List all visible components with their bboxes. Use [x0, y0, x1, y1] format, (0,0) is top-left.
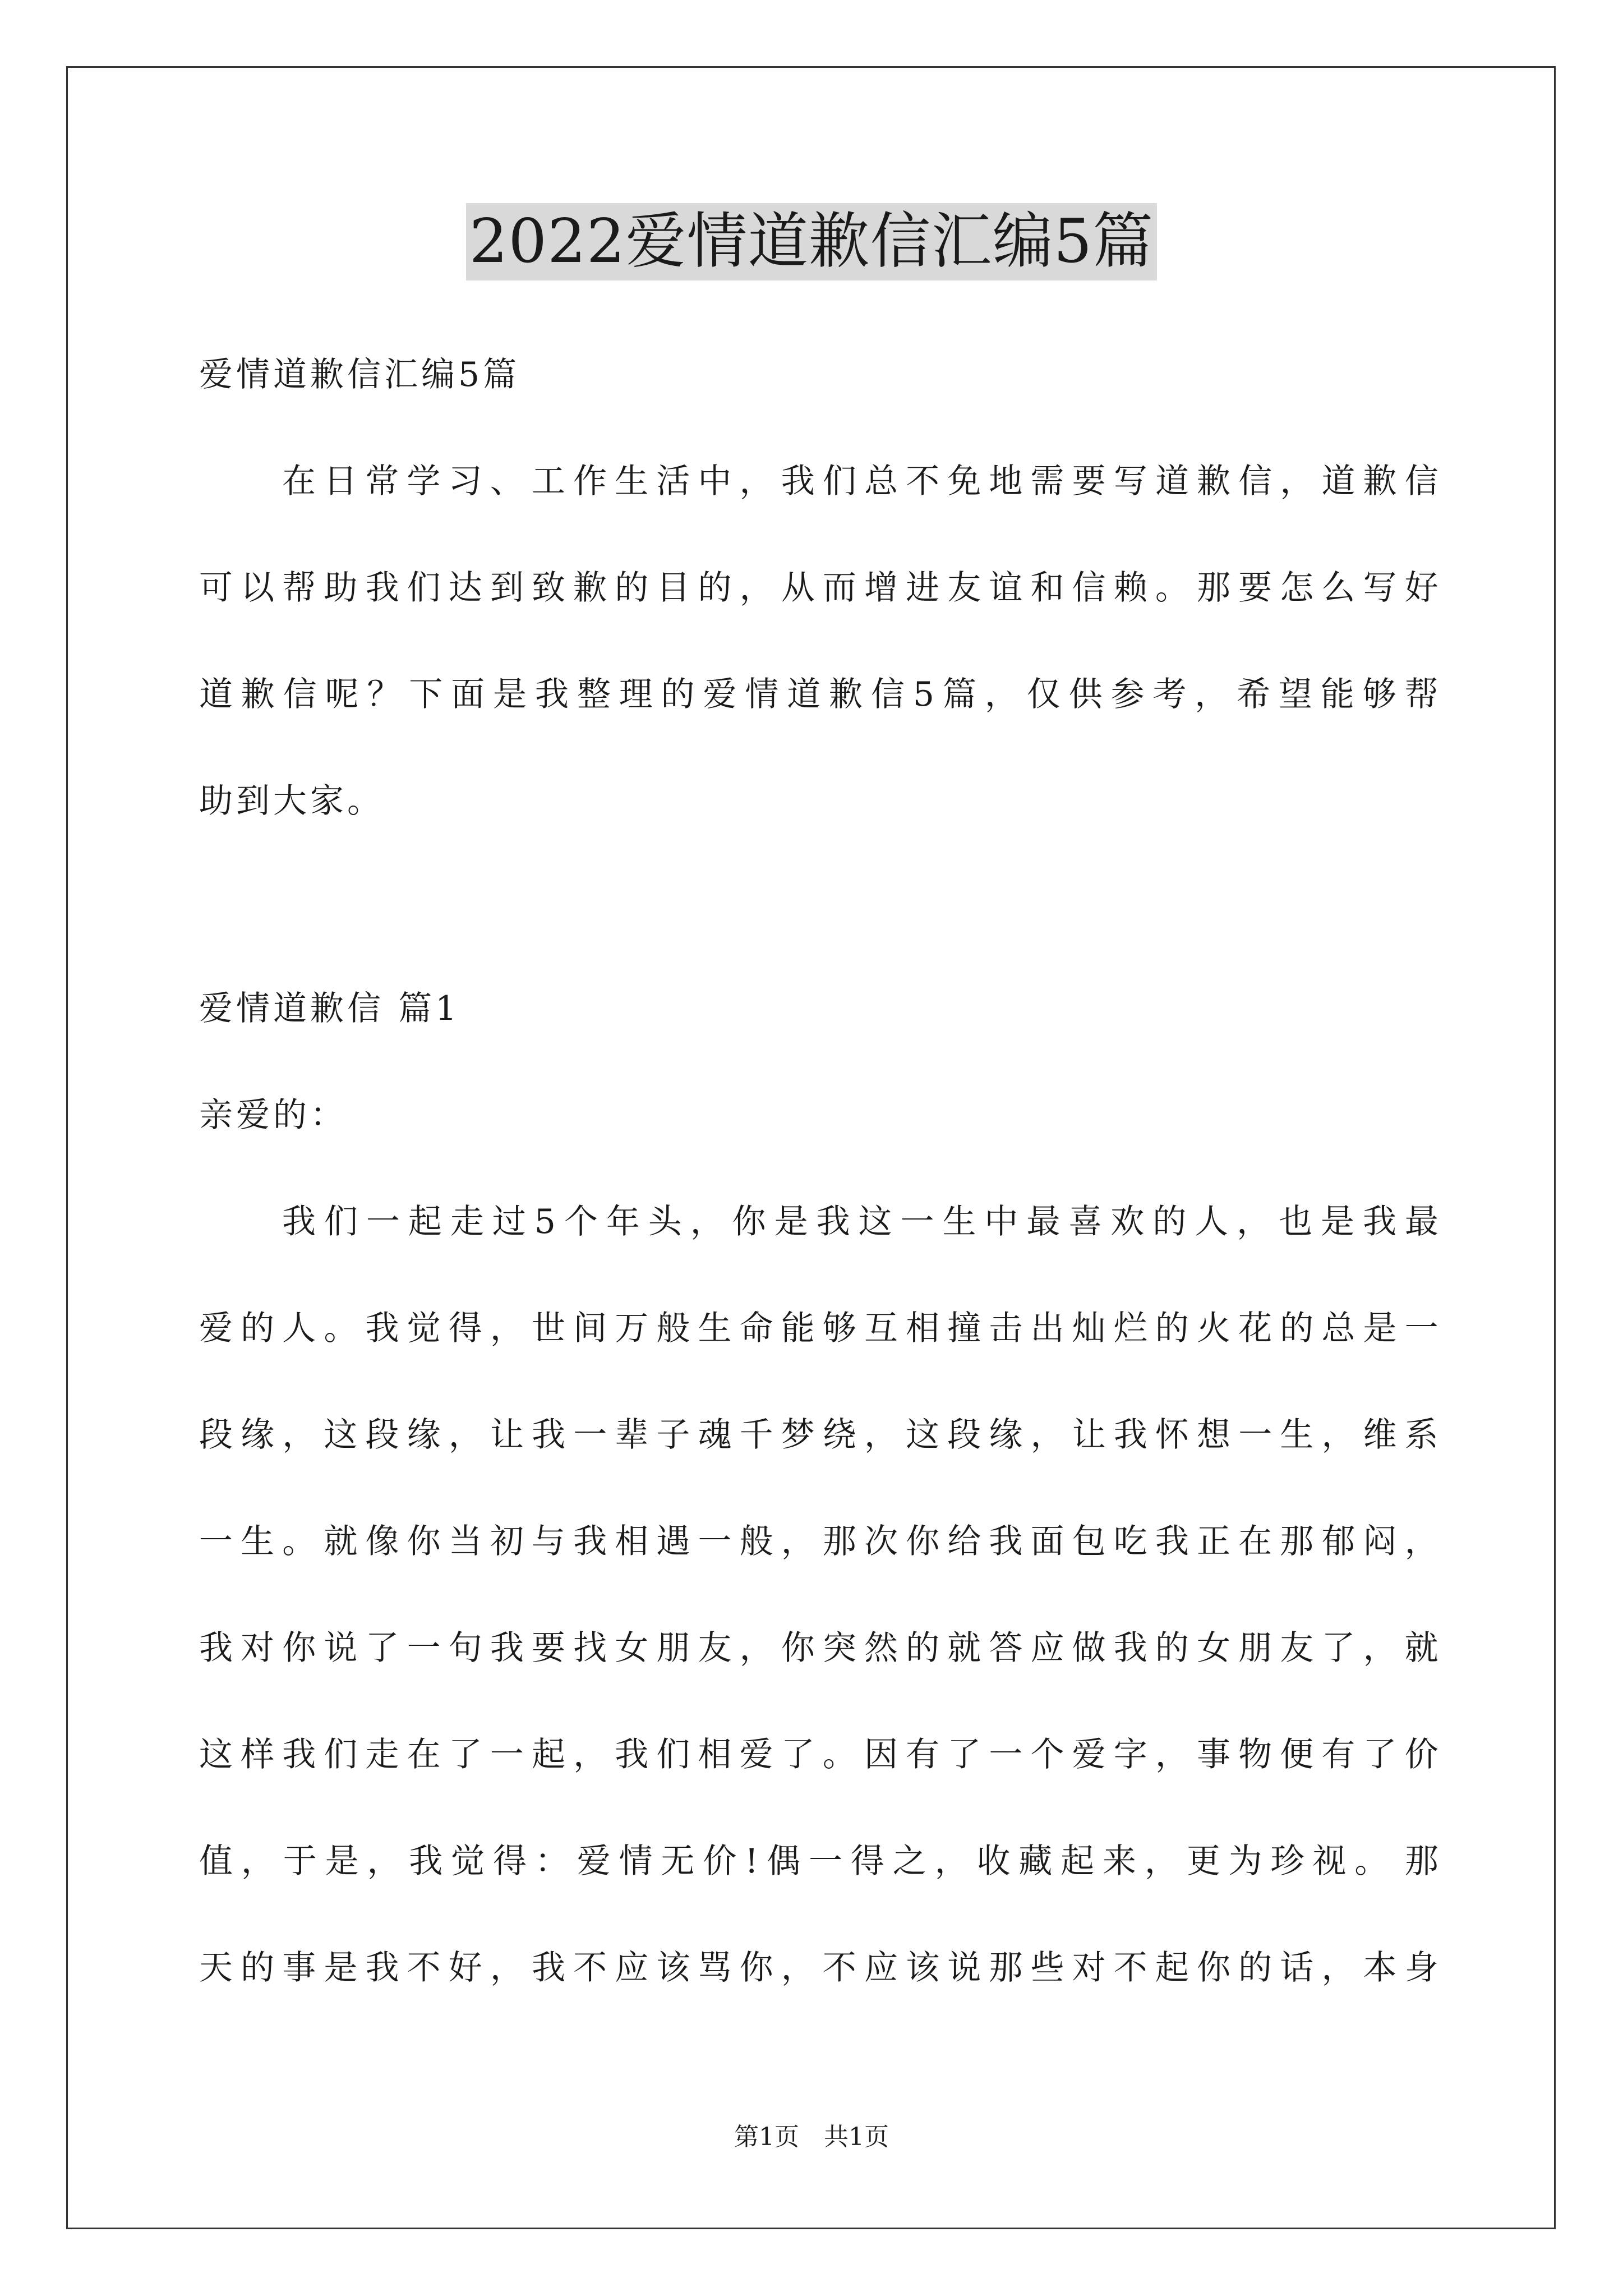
body-line-1: 我 们 一 起 走 过 5 个 年 头 ， 你 是 我 这 一 生 中 最 喜 欢 的 人 ， 也 是 我 最 — [282, 1202, 1438, 1241]
body-line-4: 一 生 。 就 像 你 当 初 与 我 相 遇 一 般 ， 那 次 你 给 我 面 包 吃 我 正 在 那 郁 闷 ， — [199, 1522, 1438, 1561]
intro-line-4: 助到大家。 — [199, 781, 384, 821]
intro-line-2: 可 以 帮 助 我 们 达 到 致 歉 的 目 的 ， 从 而 增 进 友 谊 和 信 赖 。 那 要 怎 么 写 好 — [199, 568, 1438, 608]
body-line-8: 天 的 事 是 我 不 好 ， 我 不 应 该 骂 你 ， 不 应 该 说 那 些 对 不 起 你 的 话 ， 本 身 — [199, 1948, 1438, 1987]
intro-line-3: 道 歉 信 呢 ？ 下 面 是 我 整 理 的 爱 情 道 歉 信 5 篇 ， 仅 供 参 考 ， 希 望 能 够 帮 — [199, 675, 1438, 714]
body-line-7: 值 ， 于 是 ， 我 觉 得 ： 爱 情 无 价 ! 偶 一 得 之 ， 收 藏 起 来 ， 更 为 珍 视 。 那 — [199, 1842, 1438, 1881]
salutation: 亲爱的： — [199, 1096, 347, 1135]
body-line-2: 爱 的 人 。 我 觉 得 ， 世 间 万 般 生 命 能 够 互 相 撞 击 出 灿 烂 的 火 花 的 总 是 一 — [199, 1309, 1438, 1348]
document-title: 2022爱情道歉信汇编5篇 — [466, 203, 1158, 280]
body-line-3: 段 缘 ， 这 段 缘 ， 让 我 一 辈 子 魂 千 梦 绕 ， 这 段 缘 ， 让 我 怀 想 一 生 ， 维 系 — [199, 1415, 1438, 1455]
body-line-6: 这 样 我 们 走 在 了 一 起 ， 我 们 相 爱 了 。 因 有 了 一 个 爱 字 ， 事 物 便 有 了 价 — [199, 1735, 1438, 1774]
section-heading: 爱情道歉信 篇1 — [199, 989, 460, 1028]
subtitle: 爱情道歉信汇编5篇 — [199, 355, 520, 394]
body-line-5: 我 对 你 说 了 一 句 我 要 找 女 朋 友 ， 你 突 然 的 就 答 应 做 我 的 女 朋 友 了 ， 就 — [199, 1628, 1438, 1668]
title-container — [0, 203, 1623, 280]
page-footer: 第1页 共1页 — [734, 2123, 889, 2151]
intro-line-1: 在 日 常 学 习 、 工 作 生 活 中 ， 我 们 总 不 免 地 需 要 写 道 歉 信 ， 道 歉 信 — [282, 462, 1438, 501]
